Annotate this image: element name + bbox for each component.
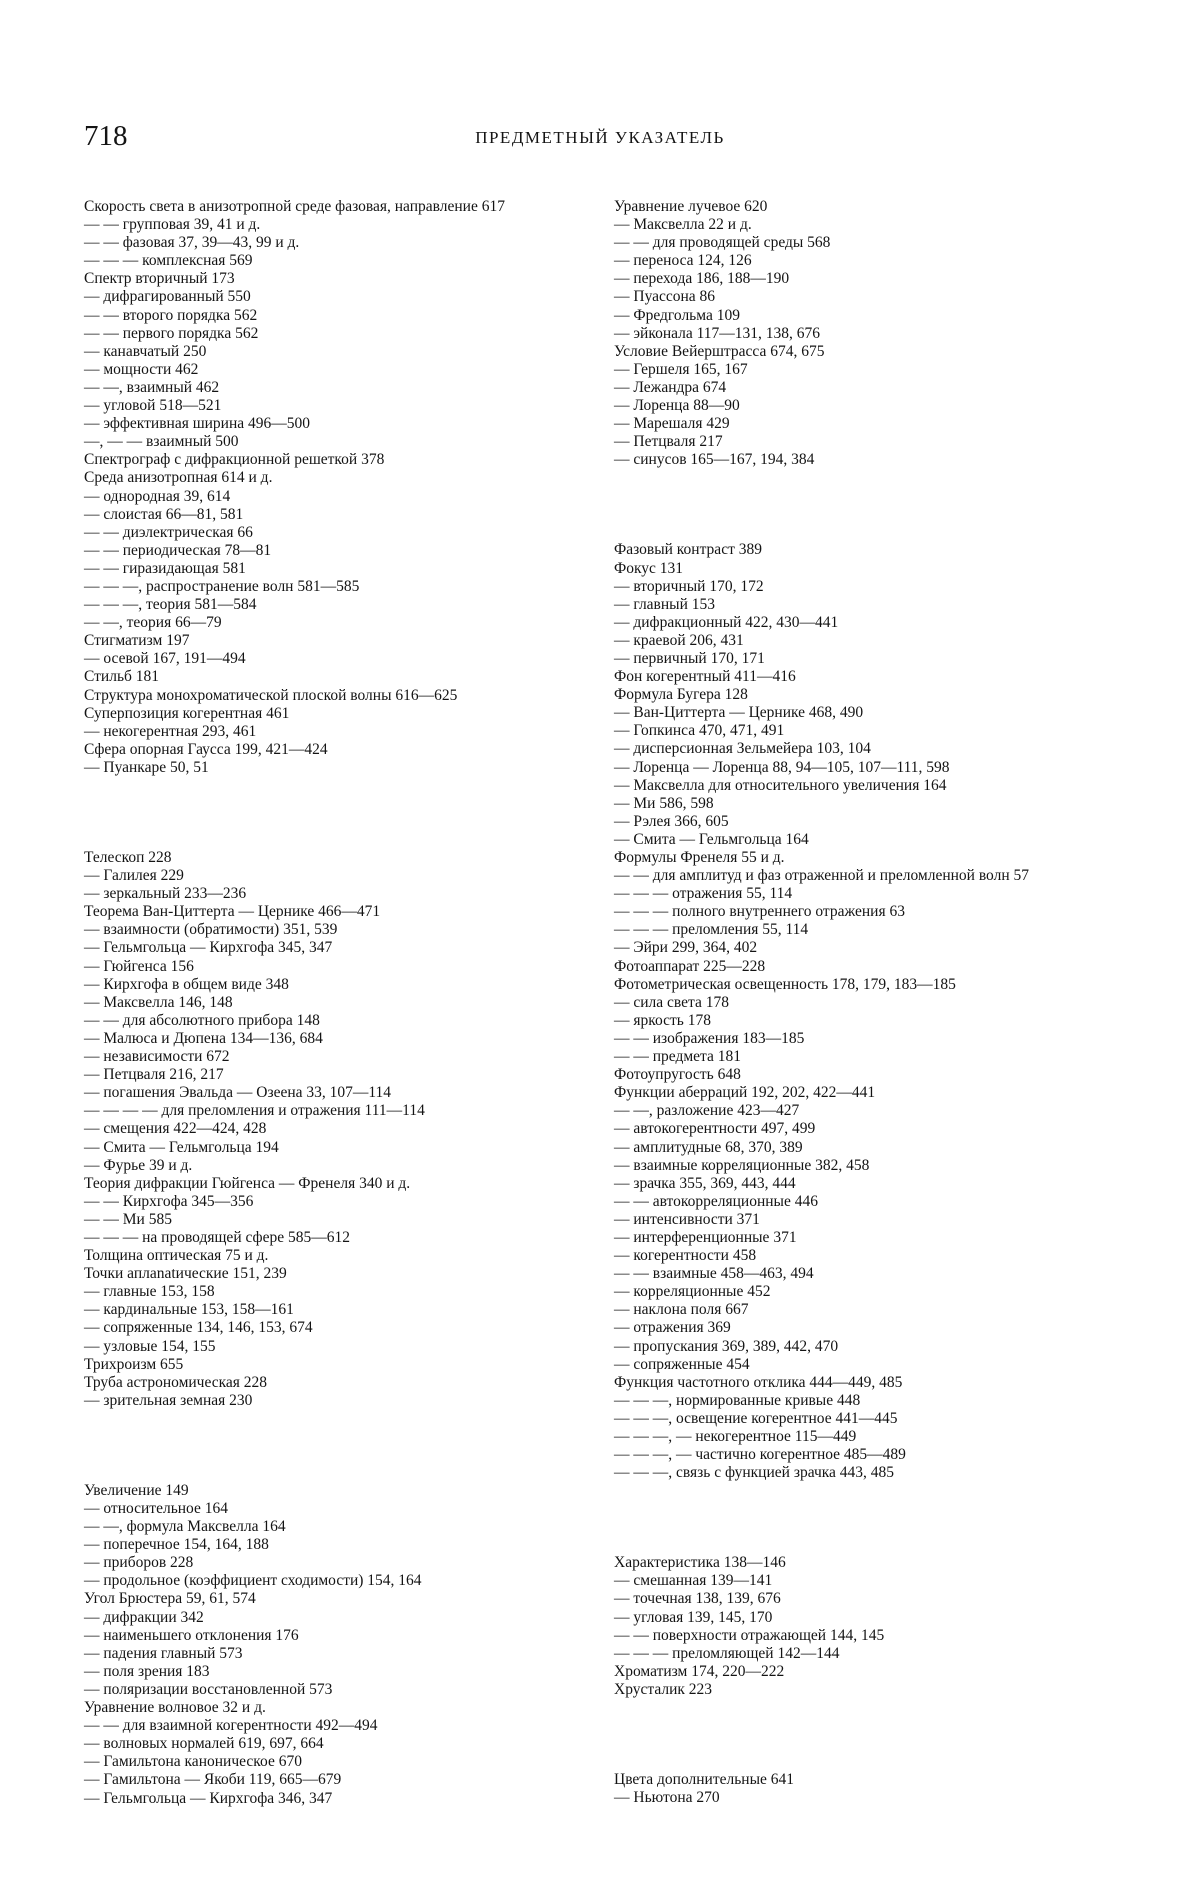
index-entry: Фазовый контраст 389 [614, 541, 762, 559]
index-subentry: — Смита — Гельмгольца 194 [84, 1138, 279, 1156]
index-subentry: — Ми 586, 598 [614, 794, 714, 812]
index-subentry: — — периодическая 78—81 [84, 541, 272, 559]
index-subentry: — канавчатый 250 [84, 342, 207, 360]
index-entry: Формула Бугера 128 [614, 686, 748, 704]
index-subentry: — главные 153, 158 [84, 1283, 215, 1301]
index-subentry: — корреляционные 452 [614, 1283, 771, 1301]
index-subentry: — Фурье 39 и д. [84, 1156, 193, 1174]
page-number: 718 [84, 120, 128, 152]
index-subentry: — — для проводящей среды 568 [614, 234, 831, 252]
index-column-left [84, 198, 578, 1808]
index-subentry: — Ван-Циттерта — Цернике 468, 490 [614, 704, 864, 722]
index-letter-section [614, 1771, 1110, 1807]
index-entry: Скорость света в анизотропной среде фазовая, направление 617 [84, 198, 505, 215]
index-subentry: — — — на проводящей сфере 585—612 [84, 1228, 350, 1246]
index-entry: Функции аберраций 192, 202, 422—441 [614, 1084, 876, 1102]
index-subentry: — смешанная 139—141 [614, 1572, 773, 1590]
index-subentry: — — —, — некогерентное 115—449 [614, 1428, 857, 1445]
index-subentry: — дифракционный 422, 430—441 [614, 613, 839, 631]
index-subentry: — наименьшего отклонения 176 [84, 1626, 299, 1644]
index-subentry: — поперечное 154, 164, 188 [84, 1536, 269, 1554]
index-subentry: — волновых нормалей 619, 697, 664 [84, 1735, 324, 1753]
section-gap [84, 1410, 578, 1482]
index-subentry: — эффективная ширина 496—500 [84, 415, 311, 433]
index-subentry: — синусов 165—167, 194, 384 [614, 451, 815, 469]
index-subentry: — Ньютона 270 [614, 1789, 720, 1807]
index-subentry: — Гершеля 165, 167 [614, 360, 748, 378]
index-subentry: — — —, нормированные кривые 448 [614, 1391, 861, 1409]
index-subentry: —, — — взаимный 500 [84, 433, 239, 451]
index-subentry: — сила света 178 [614, 993, 729, 1011]
index-subentry: — независимости 672 [84, 1048, 230, 1066]
index-entry: Сфера опорная Гаусса 199, 421—424 [84, 740, 328, 758]
section-gap [614, 1482, 1110, 1554]
index-letter-section [84, 1482, 578, 1808]
index-subentry: — дифрагированный 550 [84, 288, 251, 306]
index-subentry: — Пуанкаре 50, 51 [84, 758, 209, 776]
index-subentry: — эйконала 117—131, 138, 676 [614, 324, 821, 342]
index-subentry: — Смита — Гельмгольца 164 [614, 830, 809, 848]
index-subentry: — узловые 154, 155 [84, 1337, 216, 1355]
index-subentry: — — —, — частично когерентное 485—489 [614, 1446, 906, 1464]
index-subentry: — Гельмгольца — Кирхгофа 346, 347 [84, 1789, 333, 1807]
index-subentry: — взаимности (обратимости) 351, 539 [84, 921, 338, 939]
index-subentry: — точечная 138, 139, 676 [614, 1590, 781, 1608]
index-subentry: — дифракции 342 [84, 1608, 204, 1626]
index-subentry: — — для взаимной когерентности 492—494 [84, 1717, 378, 1735]
index-subentry: — Петцваля 216, 217 [84, 1066, 224, 1084]
index-subentry: — — поверхности отражающей 144, 145 [614, 1626, 885, 1644]
index-entry: Уравнение волновое 32 и д. [84, 1699, 266, 1717]
index-subentry: — переноса 124, 126 [614, 252, 752, 270]
index-subentry: — автокогерентности 497, 499 [614, 1120, 816, 1138]
index-subentry: — дисперсионная Зельмейера 103, 104 [614, 740, 871, 758]
index-subentry: — — изображения 183—185 [614, 1029, 805, 1047]
index-subentry: — — диэлектрическая 66 [84, 523, 253, 541]
index-subentry: — Максвелла 146, 148 [84, 993, 233, 1011]
index-letter-section [614, 198, 1110, 469]
section-gap [84, 777, 578, 849]
index-subentry: — — — преломляющей 142—144 [614, 1644, 840, 1662]
index-subentry: — Гельмгольца — Кирхгофа 345, 347 [84, 939, 333, 957]
index-subentry: — Пуассона 86 [614, 288, 716, 306]
index-entry: Спектр вторичный 173 [84, 270, 235, 288]
section-gap [614, 1699, 1110, 1771]
index-subentry: — — для амплитуд и фаз отраженной и преломленной волн 57 [614, 867, 1029, 885]
index-subentry: — пропускания 369, 389, 442, 470 [614, 1337, 839, 1355]
index-subentry: — Лежандра 674 [614, 378, 727, 396]
index-subentry: — падения главный 573 [84, 1644, 243, 1662]
index-subentry: — наклона поля 667 [614, 1301, 749, 1319]
index-subentry: — сопряженные 454 [614, 1355, 750, 1373]
index-subentry: — вторичный 170, 172 [614, 577, 764, 595]
section-gap [614, 469, 1110, 541]
index-subentry: — Максвелла 22 и д. [614, 216, 752, 234]
index-entry: Формулы Френеля 55 и д. [614, 849, 785, 866]
index-entry: Фотоаппарат 225—228 [614, 957, 766, 975]
index-subentry: — яркость 178 [614, 1011, 711, 1029]
index-subentry: — — для абсолютного прибора 148 [84, 1011, 320, 1029]
index-subentry: — Гамильтона каноническое 670 [84, 1753, 302, 1771]
index-entry: Структура монохроматической плоской волны 616—625 [84, 686, 458, 704]
index-subentry: — —, теория 66—79 [84, 614, 222, 632]
index-subentry: — — —, распространение волн 581—585 [84, 577, 360, 595]
index-subentry: — погашения Эвальда — Озеена 33, 107—114 [84, 1084, 392, 1102]
index-subentry: — —, разложение 423—427 [614, 1102, 800, 1120]
index-subentry: — Марешаля 429 [614, 415, 730, 433]
index-entry: Условие Вейерштрасса 674, 675 [614, 342, 825, 360]
index-entry: Телескоп 228 [84, 849, 172, 866]
index-subentry: — Гюйгенса 156 [84, 957, 194, 975]
index-subentry: — кардинальные 153, 158—161 [84, 1301, 294, 1319]
index-subentry: — поляризации восстановленной 573 [84, 1680, 333, 1698]
index-subentry: — — гиразидающая 581 [84, 559, 246, 577]
index-subentry: — зеркальный 233—236 [84, 885, 247, 903]
index-subentry: — Максвелла для относительного увеличения 164 [614, 776, 947, 794]
index-subentry: — когерентности 458 [614, 1247, 757, 1265]
index-entry: Трихроизм 655 [84, 1355, 184, 1373]
index-entry: Труба астрономическая 228 [84, 1373, 268, 1391]
index-subentry: — —, формула Максвелла 164 [84, 1518, 286, 1536]
index-subentry: — слоистая 66—81, 581 [84, 505, 244, 523]
index-subentry: — Лоренца — Лоренца 88, 94—105, 107—111, 598 [614, 758, 950, 776]
index-subentry: — Гопкинса 470, 471, 491 [614, 722, 785, 740]
index-entry: Угол Брюстера 59, 61, 574 [84, 1590, 256, 1608]
index-subentry: — Рэлея 366, 605 [614, 812, 729, 830]
index-subentry: — взаимные корреляционные 382, 458 [614, 1156, 870, 1174]
index-subentry: — — — преломления 55, 114 [614, 921, 809, 939]
index-letter-section [614, 541, 1110, 1482]
index-subentry: — Кирхгофа в общем виде 348 [84, 975, 289, 993]
index-subentry: — Эйри 299, 364, 402 [614, 939, 758, 957]
index-subentry: — Петцваля 217 [614, 433, 723, 451]
index-subentry: — — — комплексная 569 [84, 252, 253, 270]
index-subentry: — — —, освещение когерентное 441—445 [614, 1409, 898, 1427]
index-subentry: — осевой 167, 191—494 [84, 650, 246, 668]
index-entry: Цвета дополнительные 641 [614, 1771, 794, 1789]
index-subentry: — — — полного внутреннего отражения 63 [614, 903, 905, 921]
index-subentry: — мощности 462 [84, 360, 199, 378]
index-subentry: — — Ми 585 [84, 1210, 172, 1228]
index-subentry: — перехода 186, 188—190 [614, 270, 790, 288]
index-entry: Теория дифракции Гюйгенса — Френеля 340 и д. [84, 1174, 411, 1192]
index-subentry: — Малюса и Дюпена 134—136, 684 [84, 1029, 323, 1047]
index-subentry: — — Кирхгофа 345—356 [84, 1192, 254, 1210]
index-entry: Хроматизм 174, 220—222 [614, 1662, 785, 1680]
index-entry: Фокус 131 [614, 559, 684, 577]
running-title: ПРЕДМЕТНЫЙ УКАЗАТЕЛЬ [475, 128, 725, 147]
index-subentry: — — —, связь с функцией зрачка 443, 485 [614, 1464, 895, 1482]
index-subentry: — Гамильтона — Якоби 119, 665—679 [84, 1771, 342, 1789]
index-subentry: — некогерентная 293, 461 [84, 722, 257, 740]
index-subentry: — амплитудные 68, 370, 389 [614, 1138, 803, 1156]
index-subentry: — угловая 139, 145, 170 [614, 1608, 773, 1626]
index-entry: Уравнение лучевое 620 [614, 198, 768, 215]
index-subentry: — — первого порядка 562 [84, 324, 259, 342]
index-subentry: — краевой 206, 431 [614, 631, 744, 649]
index-entry: Фотоупругость 648 [614, 1066, 741, 1084]
index-entry: Толщина оптическая 75 и д. [84, 1247, 269, 1265]
index-subentry: — смещения 422—424, 428 [84, 1120, 267, 1138]
index-column-right [614, 198, 1110, 1807]
index-subentry: — зрительная земная 230 [84, 1391, 253, 1409]
index-subentry: — — — отражения 55, 114 [614, 885, 793, 903]
index-subentry: — продольное (коэффициент сходимости) 154, 164 [84, 1572, 422, 1590]
index-subentry: — угловой 518—521 [84, 397, 222, 415]
index-subentry: — зрачка 355, 369, 443, 444 [614, 1174, 796, 1192]
index-subentry: — — фазовая 37, 39—43, 99 и д. [84, 234, 300, 252]
index-subentry: — сопряженные 134, 146, 153, 674 [84, 1319, 313, 1337]
index-subentry: — отражения 369 [614, 1319, 731, 1337]
index-subentry: — Лоренца 88—90 [614, 397, 740, 415]
index-entry: Увеличение 149 [84, 1481, 189, 1499]
index-entry: Хрусталик 223 [614, 1680, 713, 1698]
index-subentry: — приборов 228 [84, 1554, 194, 1572]
index-letter-section [84, 198, 578, 777]
index-subentry: — — взаимные 458—463, 494 [614, 1265, 814, 1283]
index-subentry: — — — — для преломления и отражения 111—114 [84, 1102, 425, 1120]
index-subentry: — Галилея 229 [84, 867, 184, 885]
index-entry: Среда анизотропная 614 и д. [84, 469, 273, 487]
index-subentry: — относительное 164 [84, 1500, 228, 1517]
index-entry: Функция частотного отклика 444—449, 485 [614, 1373, 903, 1391]
index-subentry: — — автокорреляционные 446 [614, 1192, 818, 1210]
index-subentry: — — предмета 181 [614, 1048, 742, 1066]
index-subentry: — интенсивности 371 [614, 1210, 760, 1228]
index-subentry: — —, взаимный 462 [84, 378, 220, 396]
index-entry: Характеристика 138—146 [614, 1554, 786, 1572]
index-entry: Стигматизм 197 [84, 632, 190, 650]
index-entry: Точки аплanatические 151, 239 [84, 1265, 287, 1283]
index-entry: Спектрограф с дифракционной решеткой 378 [84, 451, 385, 469]
index-subentry: — поля зрения 183 [84, 1662, 210, 1680]
index-entry: Фон когерентный 411—416 [614, 668, 796, 686]
index-subentry: — первичный 170, 171 [614, 649, 765, 667]
index-letter-section [614, 1554, 1110, 1699]
index-subentry: — — групповая 39, 41 и д. [84, 216, 261, 234]
index-subentry: — Фредгольма 109 [614, 306, 740, 324]
index-entry: Суперпозиция когерентная 461 [84, 704, 290, 722]
index-subentry: — главный 153 [614, 595, 716, 613]
index-subentry: — интерференционные 371 [614, 1228, 797, 1246]
index-entry: Стильб 181 [84, 668, 160, 686]
index-entry: Фотометрическая освещенность 178, 179, 183—185 [614, 975, 956, 993]
index-letter-section [84, 849, 578, 1410]
index-entry: Теорема Ван-Циттерта — Цернике 466—471 [84, 903, 381, 921]
index-subentry: — однородная 39, 614 [84, 487, 231, 505]
index-subentry: — — второго порядка 562 [84, 306, 258, 324]
index-subentry: — — —, теория 581—584 [84, 596, 257, 614]
